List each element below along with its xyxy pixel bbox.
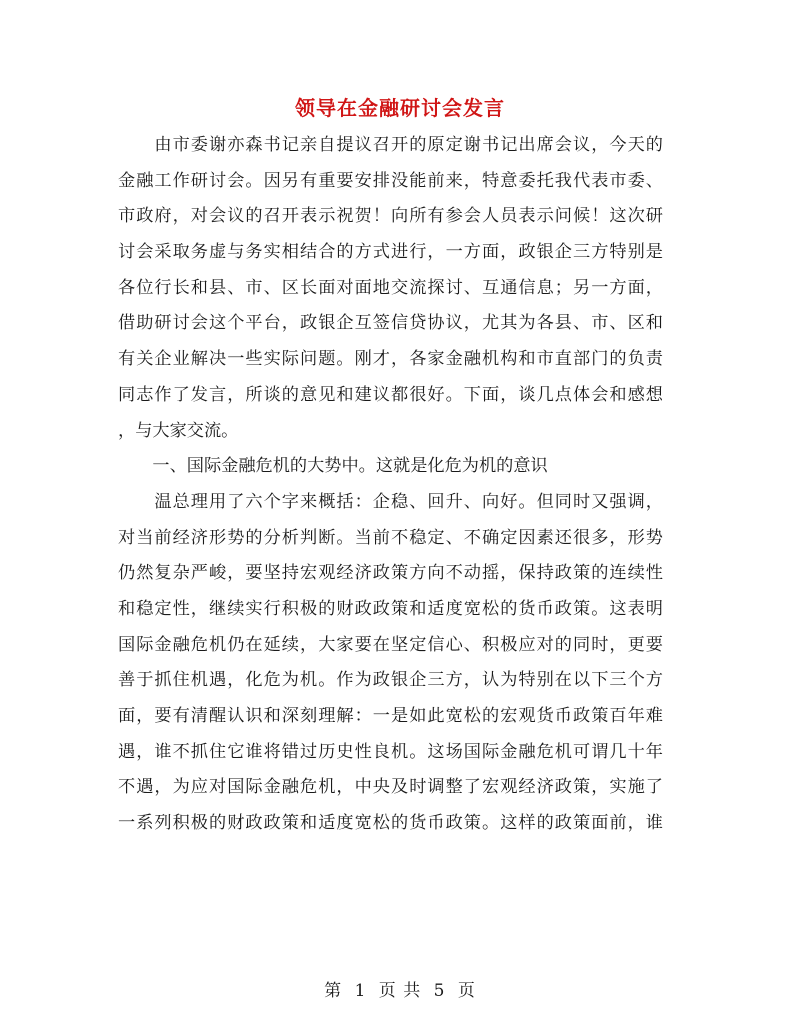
footer-prefix: 第 <box>324 981 343 1001</box>
paragraph-line: 有关企业解决一些实际问题。刚才，各家金融机构和市直部门的负责 <box>118 349 663 370</box>
paragraph-line: 和稳定性，继续实行积极的财政政策和适度宽松的货币政策。这表明 <box>118 598 663 619</box>
footer-suffix: 页 <box>457 981 476 1001</box>
section-heading: 一、国际金融危机的大势中。这就是化危为机的意识 <box>118 456 548 477</box>
paragraph-line: 国际金融危机仍在延续，大家要在坚定信心、积极应对的同时，更要 <box>118 634 663 655</box>
footer-middle: 页 共 <box>378 981 422 1001</box>
paragraph-line: 面，要有清醒认识和深刻理解：一是如此宽松的宏观货币政策百年难 <box>118 706 663 726</box>
page-footer <box>0 976 800 1001</box>
paragraph-line: 不遇，为应对国际金融危机，中央及时调整了宏观经济政策，实施了 <box>118 777 663 798</box>
page-title: 领导在金融研讨会发言 <box>295 96 505 120</box>
paragraph-line: 各位行长和县、市、区长面对面地交流探讨、互通信息；另一方面， <box>118 277 663 298</box>
paragraph-line: 借助研讨会这个平台，政银企互签信贷协议，尤其为各县、市、区和 <box>118 313 663 334</box>
paragraph-line: 讨会采取务虚与务实相结合的方式进行，一方面，政银企三方特别是 <box>118 242 663 263</box>
paragraph-line: 温总理用了六个字来概括：企稳、回升、向好。但同时又强调， <box>118 491 663 512</box>
paragraph-line: 对当前经济形势的分析判断。当前不稳定、不确定因素还很多，形势 <box>118 527 663 548</box>
paragraph-line: 遇，谁不抓住它谁将错过历史性良机。这场国际金融危机可谓几十年 <box>118 741 663 762</box>
paragraph-line: ，与大家交流。 <box>118 420 239 441</box>
paragraph-line: 市政府，对会议的召开表示祝贺！向所有参会人员表示问候！这次研 <box>118 206 663 227</box>
paragraph-line: 一系列积极的财政政策和适度宽松的货币政策。这样的政策面前，谁 <box>118 813 663 834</box>
paragraph-line: 由市委谢亦森书记亲自提议召开的原定谢书记出席会议，今天的 <box>118 135 663 155</box>
paragraph-line: 同志作了发言，所谈的意见和建议都很好。下面，谈几点体会和感想 <box>118 384 663 405</box>
total-pages: 5 <box>433 981 446 1001</box>
document-body <box>118 128 663 842</box>
paragraph-line: 仍然复杂严峻，要坚持宏观经济政策方向不动摇，保持政策的连续性 <box>118 563 663 584</box>
paragraph-line: 金融工作研讨会。因另有重要安排没能前来，特意委托我代表市委、 <box>118 170 663 191</box>
page-number: 1 <box>354 981 367 1001</box>
paragraph-line: 善于抓住机遇，化危为机。作为政银企三方，认为特别在以下三个方 <box>118 670 663 691</box>
